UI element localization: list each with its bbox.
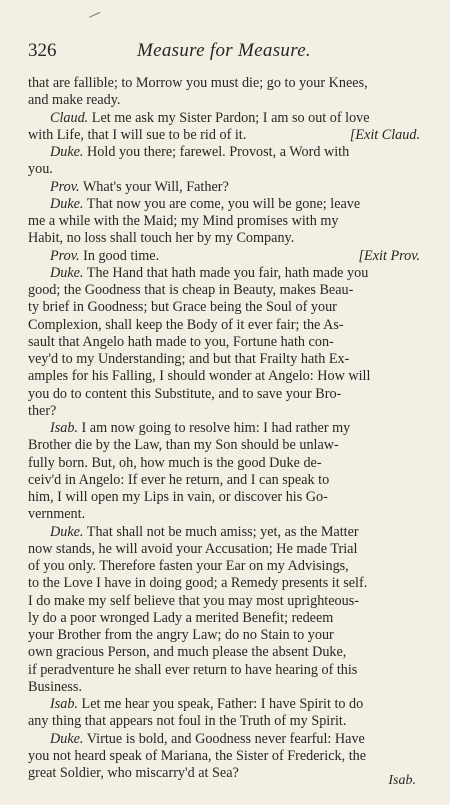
text-line: [28, 524, 420, 541]
text-line: [28, 196, 420, 213]
line-text: great Soldier, who miscarry'd at Sea?: [28, 765, 239, 781]
line-text: Brother die by the Law, than my Son should be unlaw-: [28, 437, 339, 454]
line-text: now stands, he will avoid your Accusation; He made Trial: [28, 540, 358, 557]
line-text: Complexion, shall keep the Body of it ever fair; the As-: [28, 316, 344, 333]
text-line: [28, 265, 420, 282]
page-header: [28, 40, 420, 70]
text-line: [28, 161, 420, 178]
text-line: [28, 420, 420, 437]
catchword: Isab.: [388, 773, 416, 788]
line-text: to the Love I have in doing good; a Remedy presents it self.: [28, 575, 368, 592]
text-line: [28, 679, 420, 696]
line-text: I do make my self believe that you may most uprighteous-: [28, 592, 359, 609]
line-text: any thing that appears not foul in the Truth of my Spirit.: [28, 713, 347, 730]
line-text: The Hand that hath made you fair, hath made you: [83, 264, 369, 281]
text-line: [28, 334, 420, 351]
line-text: What's your Will, Father?: [79, 178, 229, 195]
line-text: ceiv'd in Angelo: If ever he return, and I can speak to: [28, 471, 330, 488]
line-text: good; the Goodness that is cheap in Beauty, makes Beau-: [28, 282, 354, 298]
speaker-name: Isab.: [50, 420, 78, 436]
text-line: [28, 351, 420, 368]
speaker-name: Prov.: [50, 247, 80, 264]
text-line: [28, 644, 420, 661]
text-line: [28, 575, 420, 592]
page-number: 326: [28, 40, 57, 61]
text-line: [28, 558, 420, 575]
ink-mark: [89, 12, 103, 23]
text-line: [28, 75, 420, 92]
text-line: [28, 144, 420, 161]
line-text: your Brother from the angry Law; do no Stain to your: [28, 627, 334, 643]
line-text: and make ready.: [28, 92, 121, 109]
line-text: that are fallible; to Morrow you must die; go to your Knees,: [28, 75, 368, 91]
text-line: [28, 317, 420, 334]
speaker-name: Claud.: [50, 109, 89, 126]
line-text: me a while with the Maid; my Mind promises with my: [28, 213, 339, 229]
line-text: fully born. But, oh, how much is the good Duke de-: [28, 454, 322, 471]
text-line: [28, 386, 420, 403]
speaker-name: Duke.: [50, 195, 84, 212]
text-line: [28, 610, 420, 627]
text-line: [28, 282, 420, 299]
line-text: amples for his Falling, I should wonder at Angelo: How will: [28, 368, 371, 385]
text-line: [28, 489, 420, 506]
line-text: ty brief in Goodness; but Grace being the Soul of your: [28, 299, 337, 316]
line-text: you do to content this Substitute, and to save your Bro-: [28, 385, 342, 402]
text-line: [28, 455, 420, 472]
speaker-name: Duke.: [50, 264, 84, 281]
stage-direction: [Exit Prov.: [358, 247, 420, 264]
line-text: own gracious Person, and much please the absent Duke,: [28, 644, 347, 661]
line-text: That now you are come, you will be gone; leave: [83, 195, 361, 212]
speaker-name: Duke.: [50, 730, 84, 747]
text-line: [28, 92, 420, 109]
text-line: [28, 506, 420, 523]
line-text: Let me ask my Sister Pardon; I am so out of love: [88, 109, 370, 126]
line-text: with Life, that I will sue to be rid of it.: [28, 126, 247, 143]
line-text: him, I will open my Lips in vain, or discover his Go-: [28, 489, 328, 505]
line-text: Virtue is bold, and Goodness never fearful: Have: [83, 730, 365, 747]
text-line: [28, 627, 420, 644]
text-line: [28, 541, 420, 558]
text-line: [28, 299, 420, 316]
text-line: [28, 403, 420, 420]
text-line: [28, 713, 420, 730]
line-text: Let me hear you speak, Father: I have Spirit to do: [77, 696, 364, 712]
line-text: vey'd to my Understanding; and but that Frailty hath Ex-: [28, 351, 350, 367]
line-text: of you only. Therefore fasten your Ear on my Advisings,: [28, 558, 349, 574]
text-line: [28, 368, 420, 385]
line-text: you.: [28, 161, 53, 178]
line-text: That shall not be much amiss; yet, as the Matter: [83, 523, 359, 540]
line-text: ther?: [28, 402, 57, 419]
text-line: [28, 437, 420, 454]
text-line: [28, 593, 420, 610]
line-text: ly do a poor wronged Lady a merited Benefit; redeem: [28, 609, 334, 626]
text-line: [28, 110, 420, 127]
text-line: [28, 731, 420, 748]
line-text: Habit, no loss shall touch her by my Company.: [28, 230, 295, 247]
text-line: [28, 179, 420, 196]
speaker-name: Duke.: [50, 144, 84, 160]
text-line: [28, 662, 420, 679]
text-line: [28, 696, 420, 713]
text-line: [28, 230, 420, 247]
line-text: Business.: [28, 678, 82, 695]
text-line: [28, 127, 420, 144]
running-title: Measure for Measure.: [137, 40, 311, 61]
line-text: if peradventure he shall ever return to have hearing of this: [28, 661, 358, 678]
line-text: vernment.: [28, 506, 86, 523]
text-line: [28, 765, 420, 782]
speaker-name: Duke.: [50, 523, 84, 540]
speaker-name: Prov.: [50, 178, 80, 195]
line-text: Hold you there; farewel. Provost, a Word with: [83, 144, 350, 160]
line-text: sault that Angelo hath made to you, Fortune hath con-: [28, 333, 334, 350]
text-line: [28, 213, 420, 230]
line-text: In good time.: [79, 247, 160, 264]
text-line: [28, 748, 420, 765]
line-text: I am now going to resolve him: I had rather my: [77, 420, 351, 436]
text-line: [28, 248, 420, 265]
play-text: [28, 75, 420, 782]
stage-direction: [Exit Claud.: [349, 126, 420, 143]
line-text: you not heard speak of Mariana, the Sister of Frederick, the: [28, 747, 367, 764]
speaker-name: Isab.: [50, 696, 78, 712]
text-line: [28, 472, 420, 489]
